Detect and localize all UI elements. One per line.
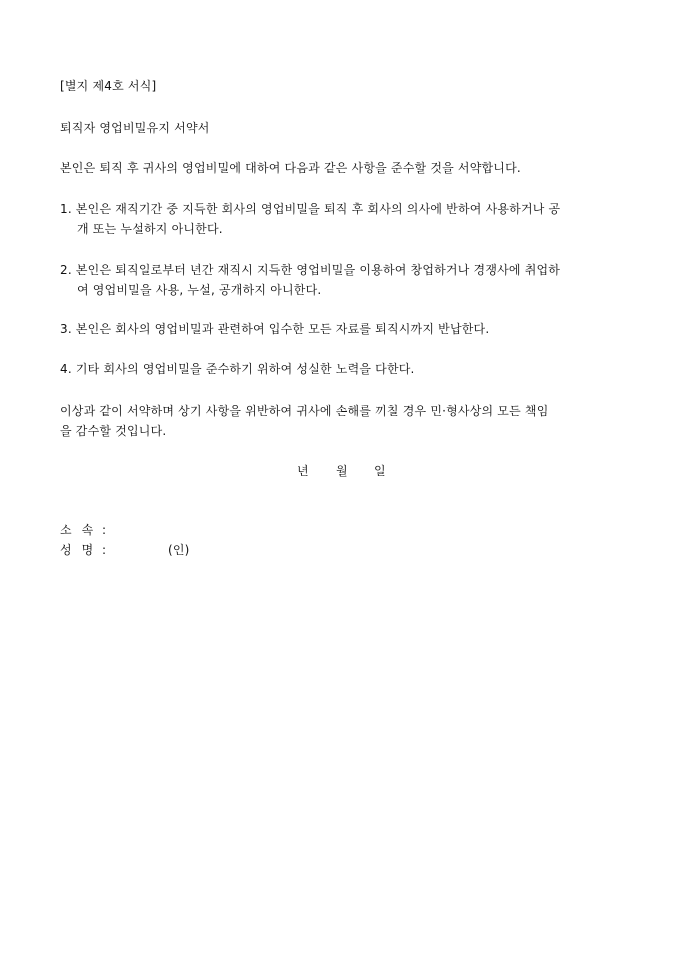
clause-1-line-1: 1. 본인은 재직기간 중 지득한 회사의 영업비밀을 퇴직 후 회사의 의사에 반하여 사용하거나 공 <box>60 202 561 216</box>
seal-mark: (인) <box>168 543 190 557</box>
affiliation-label-text: 소속 <box>60 523 104 537</box>
closing-line-2: 을 감수할 것입니다. <box>60 424 167 438</box>
clause-2-line-1: 2. 본인은 퇴직일로부터 년간 재직시 지득한 영업비밀을 이용하여 창업하거나 경쟁사에 취업하 <box>60 263 561 277</box>
name-label <box>60 542 103 558</box>
clause-4: 4. 기타 회사의 영업비밀을 준수하기 위하여 성실한 노력을 다한다. <box>60 362 415 376</box>
clause-3: 3. 본인은 회사의 영업비밀과 관련하여 입수한 모든 자료를 퇴직시까지 반납한다. <box>60 322 490 336</box>
date-month-label: 월 <box>336 464 348 478</box>
form-label: [별지 제4호 서식] <box>60 79 157 93</box>
clause-1-line-2: 개 또는 누설하지 아니한다. <box>77 222 223 236</box>
affiliation-label <box>60 522 103 538</box>
clause-2-line-2: 여 영업비밀을 사용, 누설, 공개하지 아니한다. <box>77 283 322 297</box>
name-label-text: 성명 <box>60 543 104 557</box>
name-colon: : <box>102 543 107 557</box>
date-day-label: 일 <box>374 464 386 478</box>
closing-line-1: 이상과 같이 서약하며 상기 사항을 위반하여 귀사에 손해를 끼칠 경우 민·형사상의 모든 책임 <box>60 404 549 418</box>
date-year-label: 년 <box>297 464 309 478</box>
intro-paragraph: 본인은 퇴직 후 귀사의 영업비밀에 대하여 다음과 같은 사항을 준수할 것을 서약합니다. <box>60 161 521 175</box>
page-title: 퇴직자 영업비밀유지 서약서 <box>60 121 210 135</box>
affiliation-colon: : <box>102 523 107 537</box>
